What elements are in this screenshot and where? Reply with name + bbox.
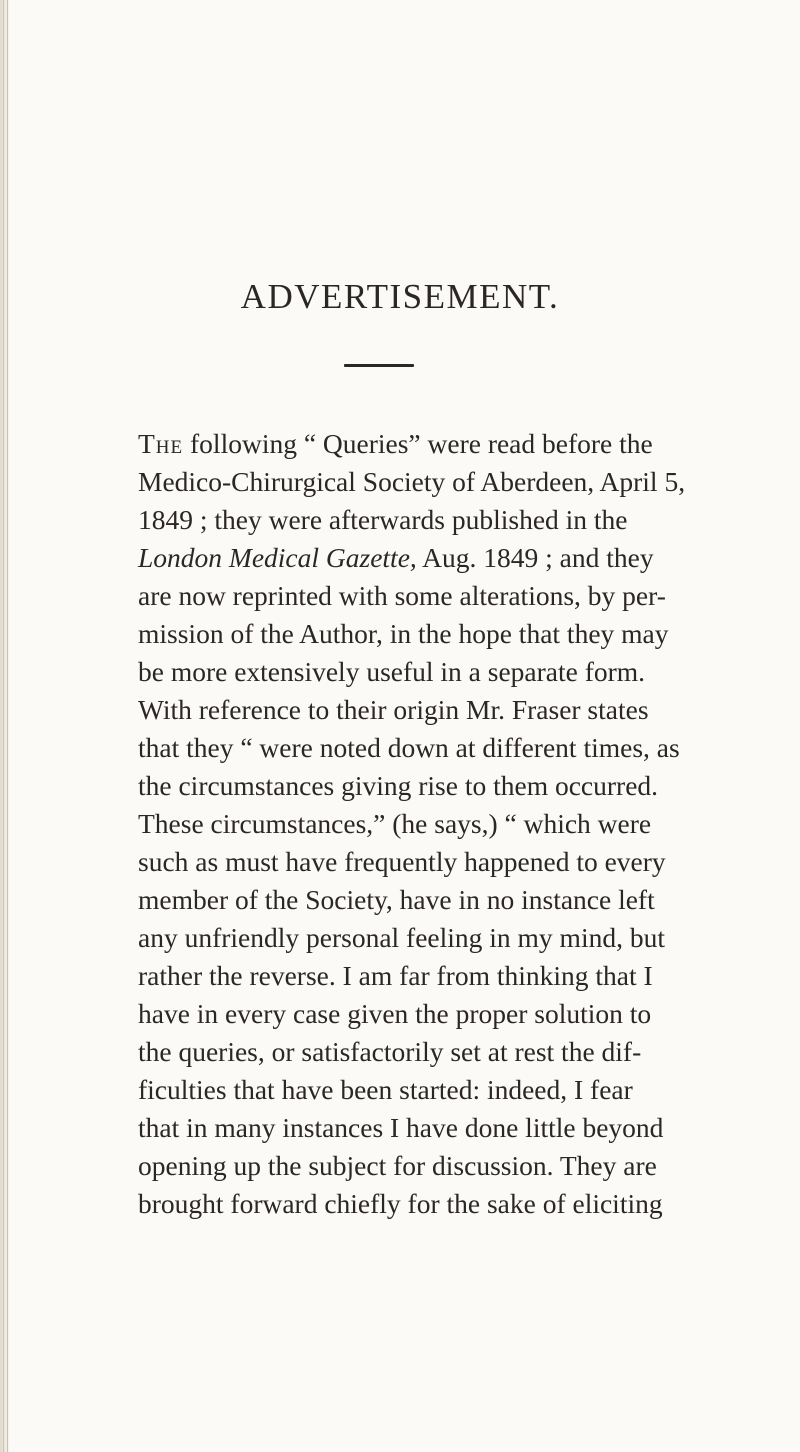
body-line: mission of the Author, in the hope that they may <box>138 618 669 649</box>
title-divider <box>344 364 414 367</box>
body-line: Medico-Chirurgical Society of Aberdeen, April 5, <box>138 466 686 497</box>
journal-title: London Medical Gazette, <box>138 542 417 573</box>
line-text: following “ Queries” were read before the <box>183 428 653 459</box>
page-title: ADVERTISEMENT. <box>240 277 560 316</box>
body-line: opening up the subject for discussion. They are <box>138 1150 657 1181</box>
body-line: the queries, or satisfactorily set at rest the dif- <box>138 1036 642 1067</box>
body-line: the circumstances giving rise to them occurred. <box>138 770 659 801</box>
body-line: ficulties that have been started: indeed, I fear <box>138 1074 633 1105</box>
body-line: rather the reverse. I am far from thinking that I <box>138 960 653 991</box>
page-edge-line <box>7 0 8 1452</box>
body-line: any unfriendly personal feeling in my mind, but <box>138 922 665 953</box>
line-text: Aug. 1849 ; and they <box>416 542 654 573</box>
body-line: These circumstances,” (he says,) “ which were <box>138 808 652 839</box>
body-line: With reference to their origin Mr. Fraser states <box>138 694 649 725</box>
page-edge-line <box>3 0 4 1452</box>
body-line: such as must have frequently happened to every <box>138 846 666 877</box>
body-line <box>138 425 653 463</box>
body-line: are now reprinted with some alterations, by per- <box>138 580 666 611</box>
body-line: that in many instances I have done little beyond <box>138 1112 664 1143</box>
opening-word: The <box>138 428 184 459</box>
body-line <box>138 539 654 577</box>
body-line: have in every case given the proper solution to <box>138 998 652 1029</box>
body-line: be more extensively useful in a separate form. <box>138 656 646 687</box>
body-line: member of the Society, have in no instance left <box>138 884 655 915</box>
body-line: that they “ were noted down at different times, as <box>138 732 680 763</box>
body-line: brought forward chiefly for the sake of eliciting <box>138 1188 663 1219</box>
body-line: 1849 ; they were afterwards published in the <box>138 504 628 535</box>
